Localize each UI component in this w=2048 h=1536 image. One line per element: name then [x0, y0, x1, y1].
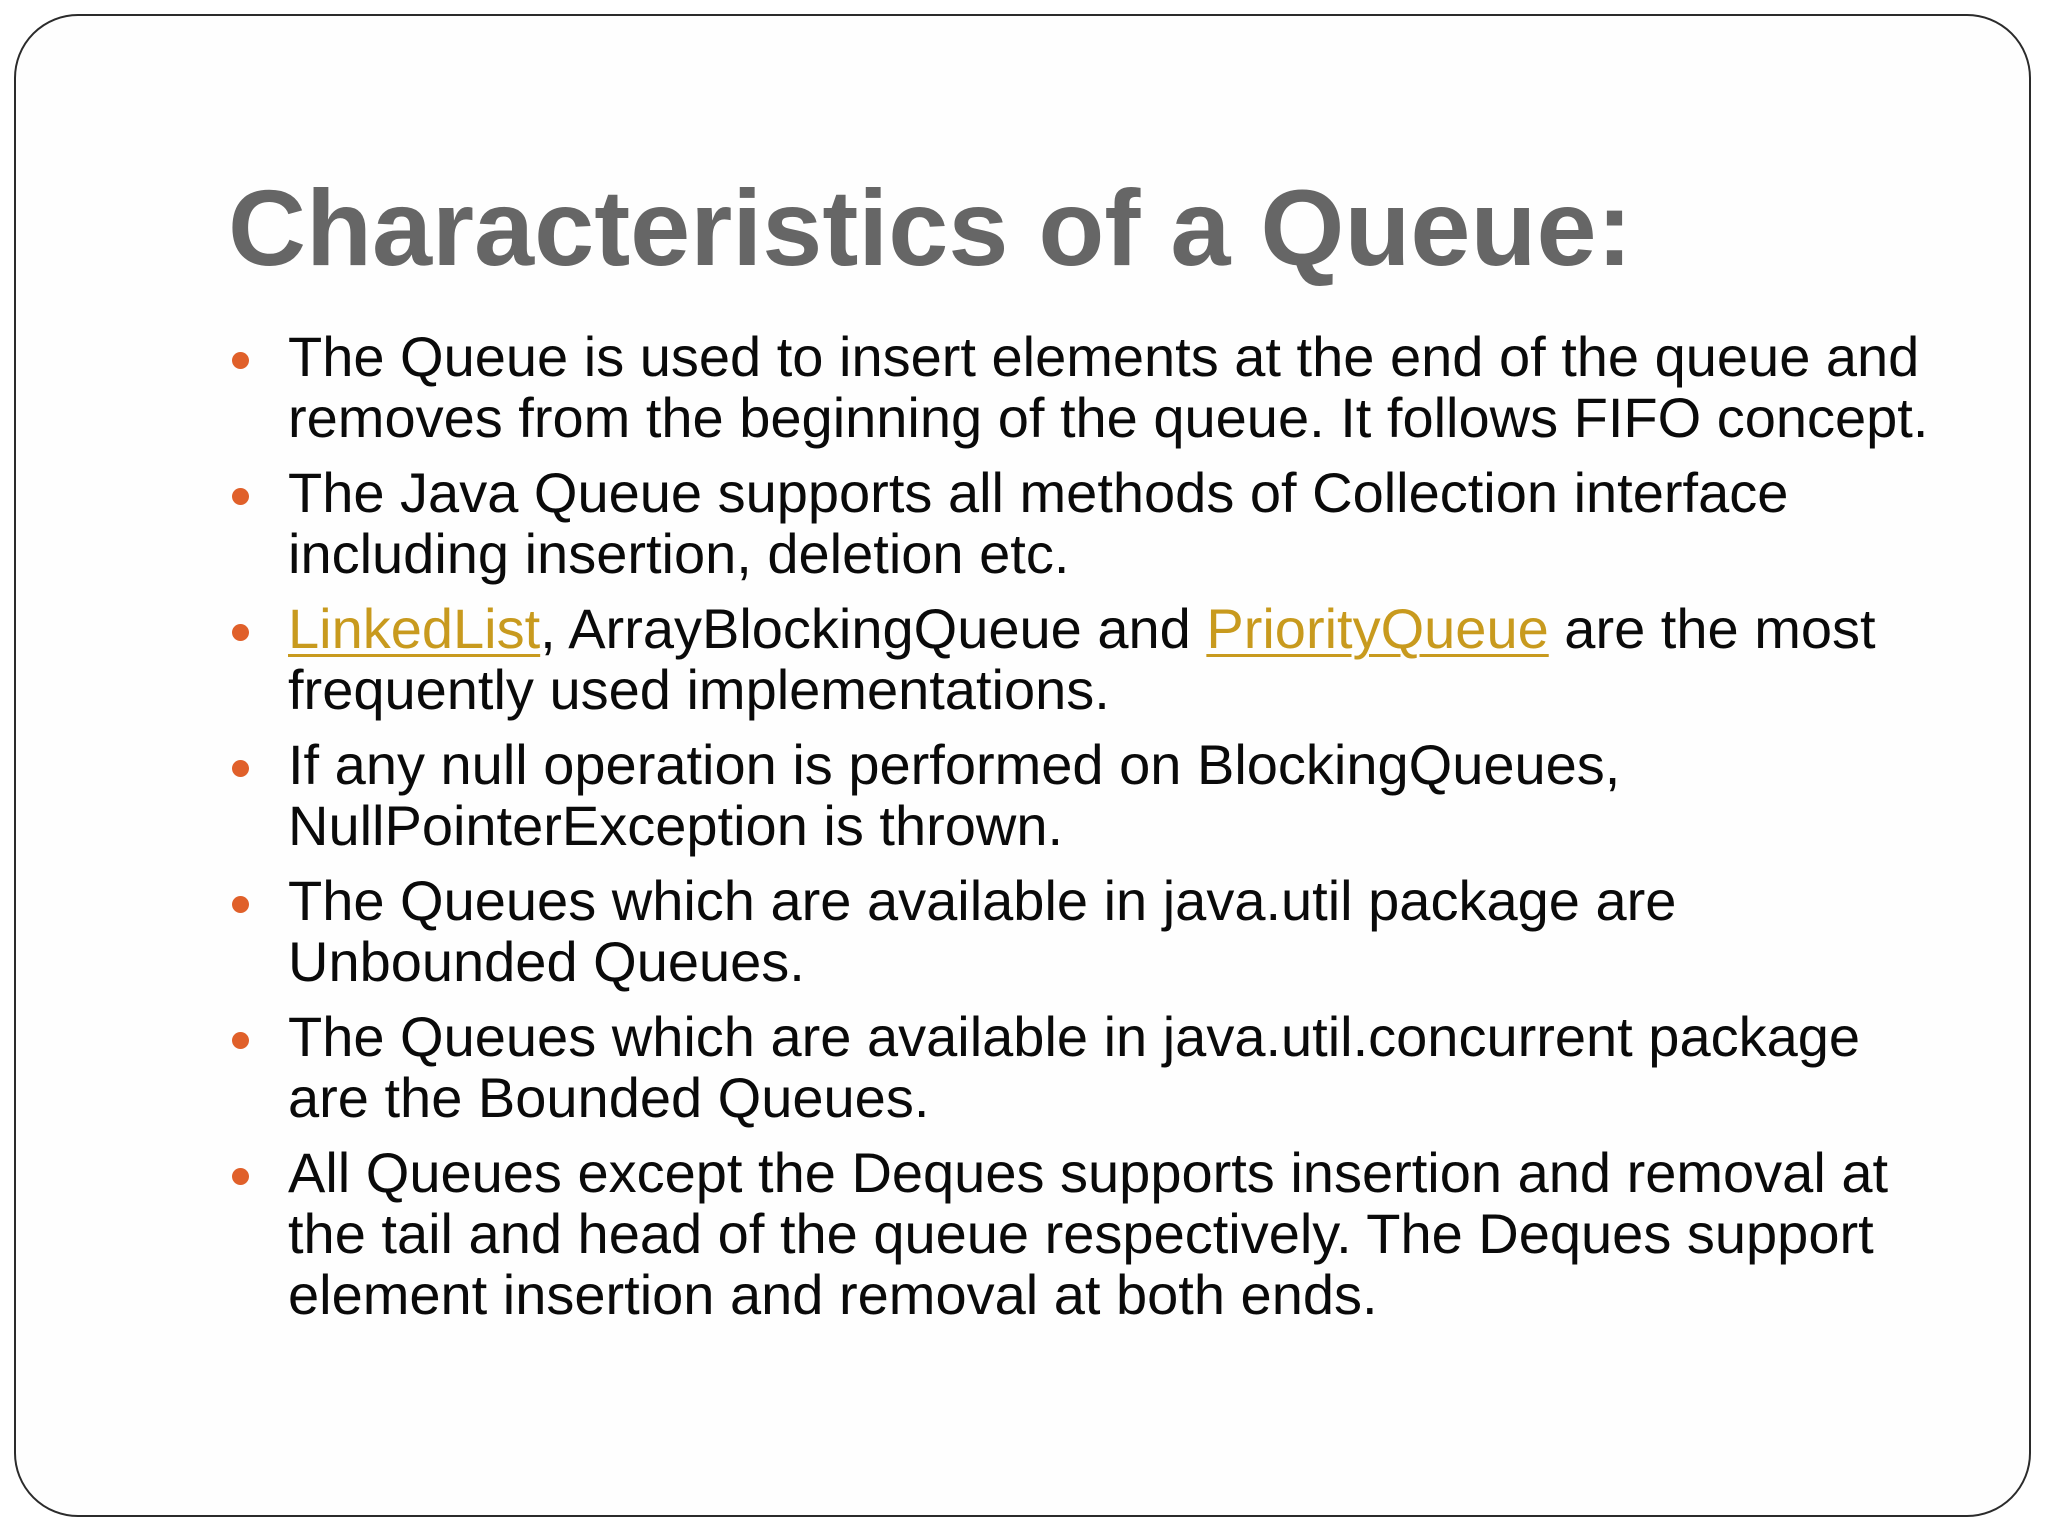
- bullet-text: The Queues which are available in java.util package are Unbounded Queues.: [288, 869, 1677, 993]
- bullet-text-middle: , ArrayBlockingQueue and: [540, 597, 1207, 660]
- bullet-item: [228, 462, 1948, 584]
- bullet-text: The Queue is used to insert elements at the end of the queue and removes from the beginning of the queue. It follows FIFO concept.: [288, 325, 1929, 449]
- bullet-dot-icon: [232, 760, 249, 777]
- bullet-text: The Java Queue supports all methods of Collection interface including insertion, deletion etc.: [288, 461, 1789, 585]
- bullet-text: [288, 597, 1876, 721]
- bullet-item: [228, 870, 1948, 992]
- bullet-list: [228, 326, 1948, 1339]
- bullet-item: [228, 598, 1948, 720]
- bullet-dot-icon: [232, 1168, 249, 1185]
- priorityqueue-link[interactable]: PriorityQueue: [1206, 597, 1549, 660]
- bullet-text-tail: are the most frequently used implementations.: [288, 597, 1876, 721]
- slide-title: Characteristics of a Queue:: [228, 167, 1633, 288]
- bullet-text: The Queues which are available in java.util.concurrent package are the Bounded Queues.: [288, 1005, 1861, 1129]
- bullet-dot-icon: [232, 896, 249, 913]
- bullet-dot-icon: [232, 624, 249, 641]
- bullet-text: All Queues except the Deques supports insertion and removal at the tail and head of the queue respectively. The Deques support element insertion and removal at both ends.: [288, 1141, 1889, 1326]
- bullet-item: [228, 1142, 1948, 1325]
- bullet-text: If any null operation is performed on BlockingQueues, NullPointerException is thrown.: [288, 733, 1621, 857]
- bullet-dot-icon: [232, 488, 249, 505]
- bullet-dot-icon: [232, 352, 249, 369]
- bullet-item: [228, 326, 1948, 448]
- bullet-dot-icon: [232, 1032, 249, 1049]
- bullet-item: [228, 734, 1948, 856]
- linkedlist-link[interactable]: LinkedList: [288, 597, 541, 660]
- bullet-item: [228, 1006, 1948, 1128]
